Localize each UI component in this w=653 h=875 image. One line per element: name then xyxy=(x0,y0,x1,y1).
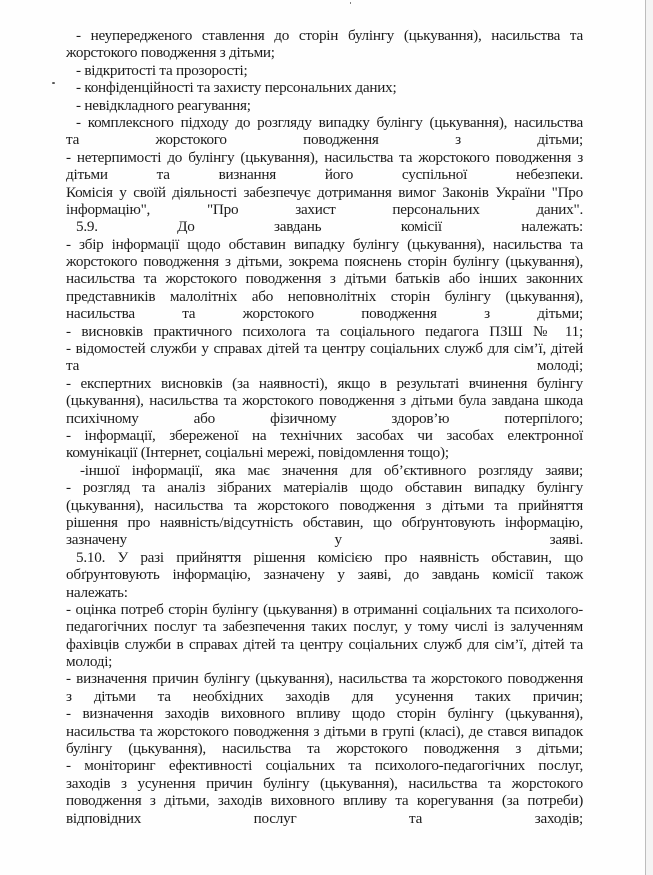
text-line: булінгу (цькування), насильства та жорстокого поводження з дітьми; xyxy=(66,740,583,758)
text-line: 5.9. До завдань комісії належать: xyxy=(76,218,583,236)
document-body xyxy=(66,27,583,827)
text-line: відповідних послуг та заходів; xyxy=(66,809,583,827)
text-line: представників малолітніх або неповнолітніх сторін булінгу (цькування), xyxy=(66,287,583,305)
text-line: та молоді; xyxy=(66,357,583,375)
text-line: рішення про наявність/відсутність обставин, що обґрунтовують інформацію, xyxy=(66,513,583,531)
text-line: - експертних висновків (за наявності), якщо в результаті вчинення булінгу xyxy=(66,374,583,392)
text-line: фахівців служби в справах дітей та центру соціальних служб для сім’ї, дітей та xyxy=(66,635,583,653)
text-line: - конфіденційності та захисту персональних даних; xyxy=(76,79,397,97)
text-line: - визначення заходів виховного впливу щодо сторін булінгу (цькування), xyxy=(66,705,583,723)
text-line: заходів з усунення причин булінгу (цькування), насильства та жорстокого xyxy=(66,774,583,792)
text-line: Комісія у своїй діяльності забезпечує дотримання вимог Законів України "Про xyxy=(66,183,583,201)
text-line: (цькування), насильства та жорстокого поводження з дітьми та прийняття xyxy=(66,496,583,514)
text-line: обґрунтовують інформацію, зазначену у заяві, до завдань комісії також xyxy=(66,566,583,584)
scan-speck xyxy=(350,2,351,4)
text-line: - висновків практичного психолога та соціального педагога ПЗШ № 11; xyxy=(66,322,583,340)
scan-speck xyxy=(52,82,55,84)
text-line: зазначену у заяві. xyxy=(66,531,583,549)
text-line: - інформації, збереженої на технічних засобах чи засобах електронної xyxy=(66,426,583,444)
page-gutter xyxy=(646,0,653,875)
text-line: та жорстокого поводження з дітьми; xyxy=(66,131,583,149)
text-line: жорстокого поводження з дітьми, зокрема пояснень сторін булінгу (цькування), xyxy=(66,253,583,271)
text-line: - неупередженого ставлення до сторін булінгу (цькування), насильства та xyxy=(76,27,583,44)
text-line: - збір інформації щодо обставин випадку булінгу (цькування), насильства та xyxy=(66,235,583,253)
text-line: жорстокого поводження з дітьми; xyxy=(66,44,275,62)
text-line: - комплексного підходу до розгляду випадку булінгу (цькування), насильства xyxy=(76,113,583,131)
text-line: з дітьми та необхідних заходів для усунення таких причин; xyxy=(66,687,583,705)
text-line: психічному або фізичному здоров’ю потерпілого; xyxy=(66,409,583,427)
text-line: -іншої інформації, яка має значення для об’єктивного розгляду заяви; xyxy=(80,461,583,479)
text-line: інформацію", "Про захист персональних даних". xyxy=(66,200,583,218)
text-line: - невідкладного реагування; xyxy=(76,96,251,114)
text-line: - розгляд та аналіз зібраних матеріалів щодо обставин випадку булінгу xyxy=(66,479,583,497)
text-line: (цькування), насильства та жорстокого поводження з дітьми була завдана шкода xyxy=(66,392,583,410)
text-line: - оцінка потреб сторін булінгу (цькування) в отриманні соціальних та психолого- xyxy=(66,600,583,618)
text-line: насильства та жорстокого поводження з дітьми в групі (класі), де стався випадок xyxy=(66,722,583,740)
text-line: - нетерпимості до булінгу (цькування), насильства та жорстокого поводження з xyxy=(66,148,583,166)
text-line: - відомостей служби у справах дітей та центру соціальних служб для сім’ї, дітей xyxy=(66,340,583,358)
text-line: дітьми та визнання його суспільної небезпеки. xyxy=(66,166,583,184)
text-line: молоді; xyxy=(66,653,113,671)
text-line: поводження з дітьми, заходів виховного впливу та корегування (за потреби) xyxy=(66,792,583,810)
text-line: - моніторинг ефективності соціальних та психолого-педагогічних послуг, xyxy=(66,757,583,775)
text-line: - визначення причин булінгу (цькування), насильства та жорстокого поводження xyxy=(66,670,583,688)
text-line: педагогічних послуг та забезпечення таких послуг, у тому числі із залученням xyxy=(66,618,583,636)
text-line: належать: xyxy=(66,583,128,601)
text-line: 5.10. У разі прийняття рішення комісією про наявність обставин, що xyxy=(76,548,583,566)
text-line: комунікації (Інтернет, соціальні мережі, повідомлення тощо); xyxy=(66,444,449,462)
text-line: - відкритості та прозорості; xyxy=(76,61,248,79)
text-line: насильства та жорстокого поводження з дітьми батьків або інших законних xyxy=(66,270,583,288)
text-line: насильства та жорстокого поводження з дітьми; xyxy=(66,305,583,323)
